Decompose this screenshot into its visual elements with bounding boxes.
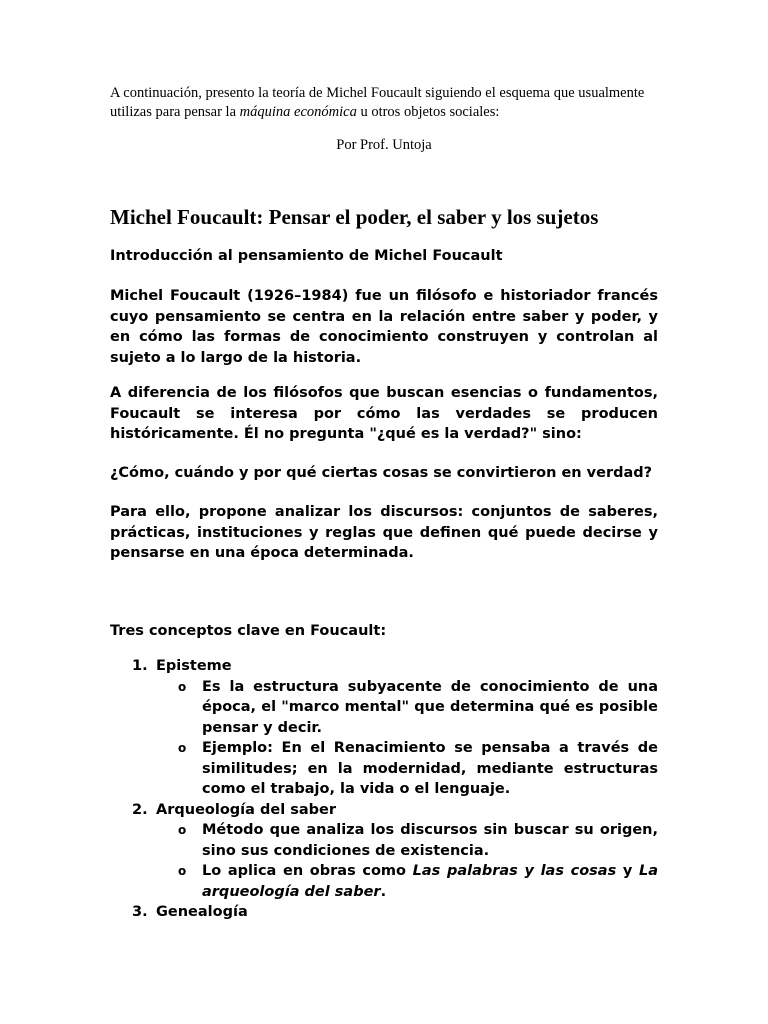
concepts-list: [110, 656, 658, 923]
concept-number: 2.: [132, 801, 148, 818]
bullet-icon: o: [178, 864, 187, 878]
concept-point: [156, 738, 658, 800]
document-title: Michel Foucault: Pensar el poder, el saber y los sujetos: [110, 205, 599, 229]
bullet-icon: o: [178, 679, 187, 694]
intro-heading: Introducción al pensamiento de Michel Foucault: [110, 248, 503, 264]
concept-point-works: [156, 861, 658, 902]
bullet-icon: o: [178, 823, 187, 837]
concepts-heading: Tres conceptos clave en Foucault:: [110, 623, 387, 639]
intro-text-2: u otros objetos sociales:: [356, 104, 500, 120]
concept-point-text: Ejemplo: En el Renacimiento se pensaba a través de similitudes; en la modernidad, mediante estructuras como el trabajo, la vida o el lenguaje.: [202, 740, 658, 797]
bullet-icon: o: [178, 741, 187, 755]
concept-points: [156, 820, 658, 902]
concept-point: [156, 820, 658, 861]
byline: Por Prof. Untoja: [336, 137, 432, 153]
intro-paragraph: [110, 84, 660, 122]
concept-title: Genealogía: [156, 904, 248, 920]
works-prefix: Lo aplica en obras como: [202, 863, 413, 879]
concept-item-arqueologia: [110, 800, 658, 903]
concept-title: Arqueología del saber: [156, 801, 336, 818]
intro-text-1: A continuación, presento la teoría de Michel Foucault siguiendo el esquema que usualmente utilizas para pensar la: [110, 85, 645, 120]
paragraph-question: ¿Cómo, cuándo y por qué ciertas cosas se convirtieron en verdad?: [110, 465, 653, 481]
concept-title: Episteme: [156, 658, 232, 674]
concept-number: 1.: [132, 658, 148, 674]
works-suffix: .: [380, 883, 387, 900]
concept-item-genealogia: [110, 902, 658, 923]
intro-emphasis: máquina económica: [239, 104, 357, 120]
concept-point-text: Método que analiza los discursos sin buscar su origen, sino sus condiciones de existencia.: [202, 822, 658, 859]
work-title: Las palabras y las cosas: [412, 863, 617, 879]
paragraph-biography: Michel Foucault (1926–1984) fue un filósofo e historiador francés cuyo pensamiento se centra en la relación entre saber y poder, y en cómo las formas de conocimiento construyen y controlan al sujeto a lo largo de la historia.: [110, 288, 658, 366]
work-title: La arqueología del saber: [202, 863, 658, 900]
concept-point: [156, 677, 658, 739]
paragraph-difference: A diferencia de los filósofos que buscan esencias o fundamentos, Foucault se interesa por cómo las verdades se producen históricamente. Él no pregunta "¿qué es la verdad?" sino:: [110, 385, 658, 442]
paragraph-discourse: Para ello, propone analizar los discursos: conjuntos de saberes, prácticas, instituciones y reglas que definen qué puede decirse y pensarse en una época determinada.: [110, 504, 658, 561]
concept-point-text: Es la estructura subyacente de conocimiento de una época, el "marco mental" que determina qué es posible pensar y decir.: [202, 678, 658, 736]
concept-number: 3.: [132, 904, 148, 920]
concept-item-episteme: [110, 656, 658, 800]
works-joiner: y: [616, 863, 639, 879]
concept-points: [156, 677, 658, 800]
